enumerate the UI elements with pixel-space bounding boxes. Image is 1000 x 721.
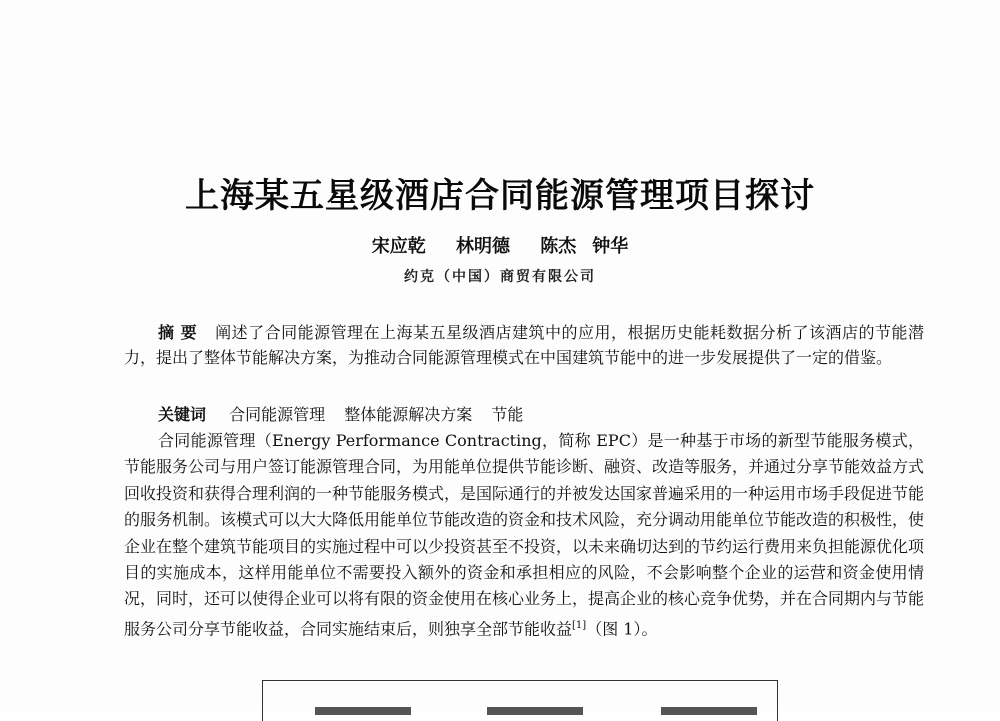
figure-element [661,707,757,715]
abstract [124,320,924,370]
author-list [0,232,1000,258]
keywords [124,402,537,427]
abstract-text: 阐述了合同能源管理在上海某五星级酒店建筑中的应用，根据历史能耗数据分析了该酒店的节能潜力，提出了整体节能解决方案，为推动合同能源管理模式在中国建筑节能中的进一步发展提供了一定的借鉴。 [124,323,924,367]
figure-reference: （图 1）。 [586,619,658,639]
citation-marker: [1] [572,619,587,631]
author-name: 陈杰 [540,236,577,257]
affiliation: 约克（中国）商贸有限公司 [404,269,596,285]
abstract-label: 摘 要 [158,323,198,342]
author-name: 钟华 [592,236,629,257]
paper-title: 上海某五星级酒店合同能源管理项目探讨 [185,176,815,216]
author-name: 林明德 [456,236,510,257]
keywords-label: 关键词 [158,405,207,424]
author-name: 宋应乾 [371,236,426,257]
figure-1-frame [262,680,778,721]
figure-element [315,707,411,715]
keyword: 整体能源解决方案 [344,405,473,424]
body-text: 合同能源管理（Energy Performance Contracting，简称 EPC）是一种基于市场的新型节能服务模式，节能服务公司与用户签订能源管理合同，为用能单位提供节能诊断、融资、改造等服务，并通过分享节能效益方式回收投资和获得合理利润的一种节能服务模式，是国际通行的并被发达国家普遍采用的一种运用市场手段促进节能的服务机制。该模式可以大大降低用能单位节能改造的资金和技术风险，充分调动用能单位节能改造的积极性，使企业在整个建筑节能项目的实施过程中可以少投资甚至不投资，以未来确切达到的节约运行费用来负担能源优化项目的实施成本，这样用能单位不需要投入额外的资金和承担相应的风险，不会影响整个企业的运营和资金使用情况，同时，还可以使得企业可以将有限的资金使用在核心业务上，提高企业的核心竞争优势，并在合同期内与节能服务公司分享节能收益，合同实施结束后，则独享全部节能收益 [124,431,925,639]
body-paragraph [124,428,924,643]
figure-element [487,707,583,715]
keyword: 节能 [491,405,524,424]
keyword: 合同能源管理 [229,405,326,424]
